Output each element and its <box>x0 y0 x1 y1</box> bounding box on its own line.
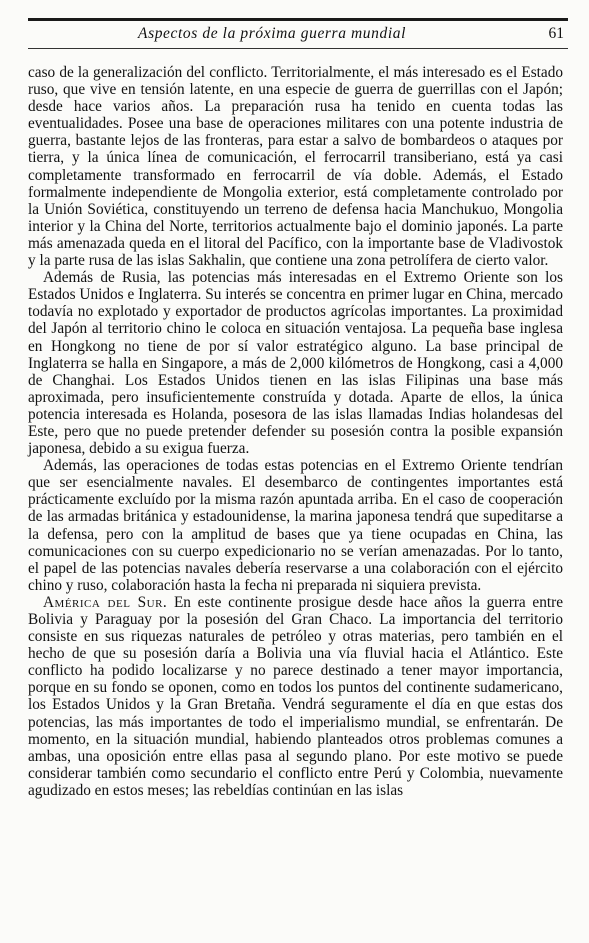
paragraph-text: caso de la generalización del conflicto. Territorialmente, el más interesado es el Estado ruso, que vive en tensión latente, en una especie de guerra de guerrillas con el Japón; desde hace varios años. La preparación rusa ha tenido en cuenta todas las eventualidades. Posee una base de operaciones militares con una potente industria de guerra, bastante lejos de las fronteras, para estar a salvo de bombardeos o ataques por tierra, y la única línea de comunicación, el ferrocarril transiberiano, está ya casi completamente transformado en ferrocarril de vía doble. Además, el Estado formalmente independiente de Mongolia exterior, está completamente controlado por la Unión Soviética, constituyendo un terreno de defensa hacia Manchukuo, Mongolia interior y la China del Norte, territorios actualmente bajo el dominio japonés. La parte más amenazada queda en el litoral del Pacífico, con la importante base de Vladivostok y la parte rusa de las islas Sakhalin, que contiene una zona petrolífera de cierto valor. <box>28 64 563 270</box>
paragraph-text: Además, las operaciones de todas estas potencias en el Extremo Oriente tendrían que ser esencialmente navales. El desembarco de contingentes importantes está prácticamente excluído por la misma razón apuntada arriba. En el caso de cooperación de las armadas británica y estadounidense, la marina japonesa tendrá que supeditarse a la defensa, pero con la amplitud de bases que ya tiene ocupadas en China, las comunicaciones con su cuerpo expedicionario no se verían amenazadas. Por lo tanto, el papel de las potencias navales debería reservarse a una colaboración con el ejército chino y ruso, colaboración hasta la fecha ni preparada ni siquiera prevista. <box>28 457 563 594</box>
section-lead: América del Sur. <box>43 593 168 611</box>
paragraph-text: Además de Rusia, las potencias más interesadas en el Extremo Oriente son los Estados Unidos e Inglaterra. Su interés se concentra en primer lugar en China, mercado todavía no explotado y exportador de productos agrícolas importantes. La proximidad del Japón al territorio chino le coloca en situación ventajosa. La pequeña base inglesa en Hongkong no tiene de por sí valor estratégico alguno. La base principal de Inglaterra se halla en Singapore, a más de 2,000 kilómetros de Hongkong, casi a 4,000 de Changhai. Los Estados Unidos tienen en las islas Filipinas una base más aproximada, pero insuficientemente construída y dotada. Aparte de ellos, la única potencia interesada es Holanda, posesora de las islas llamadas Indias holandesas del Este, pero que no puede pretender defender su posesión contra la posible expansión japonesa, debido a su exigua fuerza. <box>28 269 563 458</box>
paragraph-text: En este continente prosigue desde hace años la guerra entre Bolivia y Paraguay por la posesión del Gran Chaco. La importancia del territorio consiste en sus riquezas naturales de petróleo y otras materias, pero también en el hecho de que su posesión daría a Bolivia una vía fluvial hacia el Atlántico. Este conflicto ha podido localizarse y no parece destinado a tener mayor importancia, porque en su fondo se oponen, como en todos los puntos del continente sudamericano, los Estados Unidos y la Gran Bretaña. Vendrá seguramente el día en que estas dos potencias, las más importantes de todo el imperialismo mundial, se enfrentarán. De momento, en la situación mundial, habiendo planteados otros problemas comunes a ambas, una oposición entre ellas pasa al segundo plano. Por este motivo se puede considerar también como secundario el conflicto entre Perú y Colombia, nuevamente agudizado en estos meses; las rebeldías continúan en las islas <box>28 593 563 799</box>
body-text <box>28 64 563 799</box>
paragraph <box>28 594 563 799</box>
page-number: 61 <box>548 25 564 42</box>
paragraph <box>28 64 563 269</box>
top-rule <box>28 18 568 21</box>
running-head <box>28 25 568 47</box>
running-title: Aspectos de la próxima guerra mundial <box>138 25 407 42</box>
paragraph <box>28 269 563 457</box>
header-rule <box>28 48 568 49</box>
paragraph <box>28 457 563 594</box>
